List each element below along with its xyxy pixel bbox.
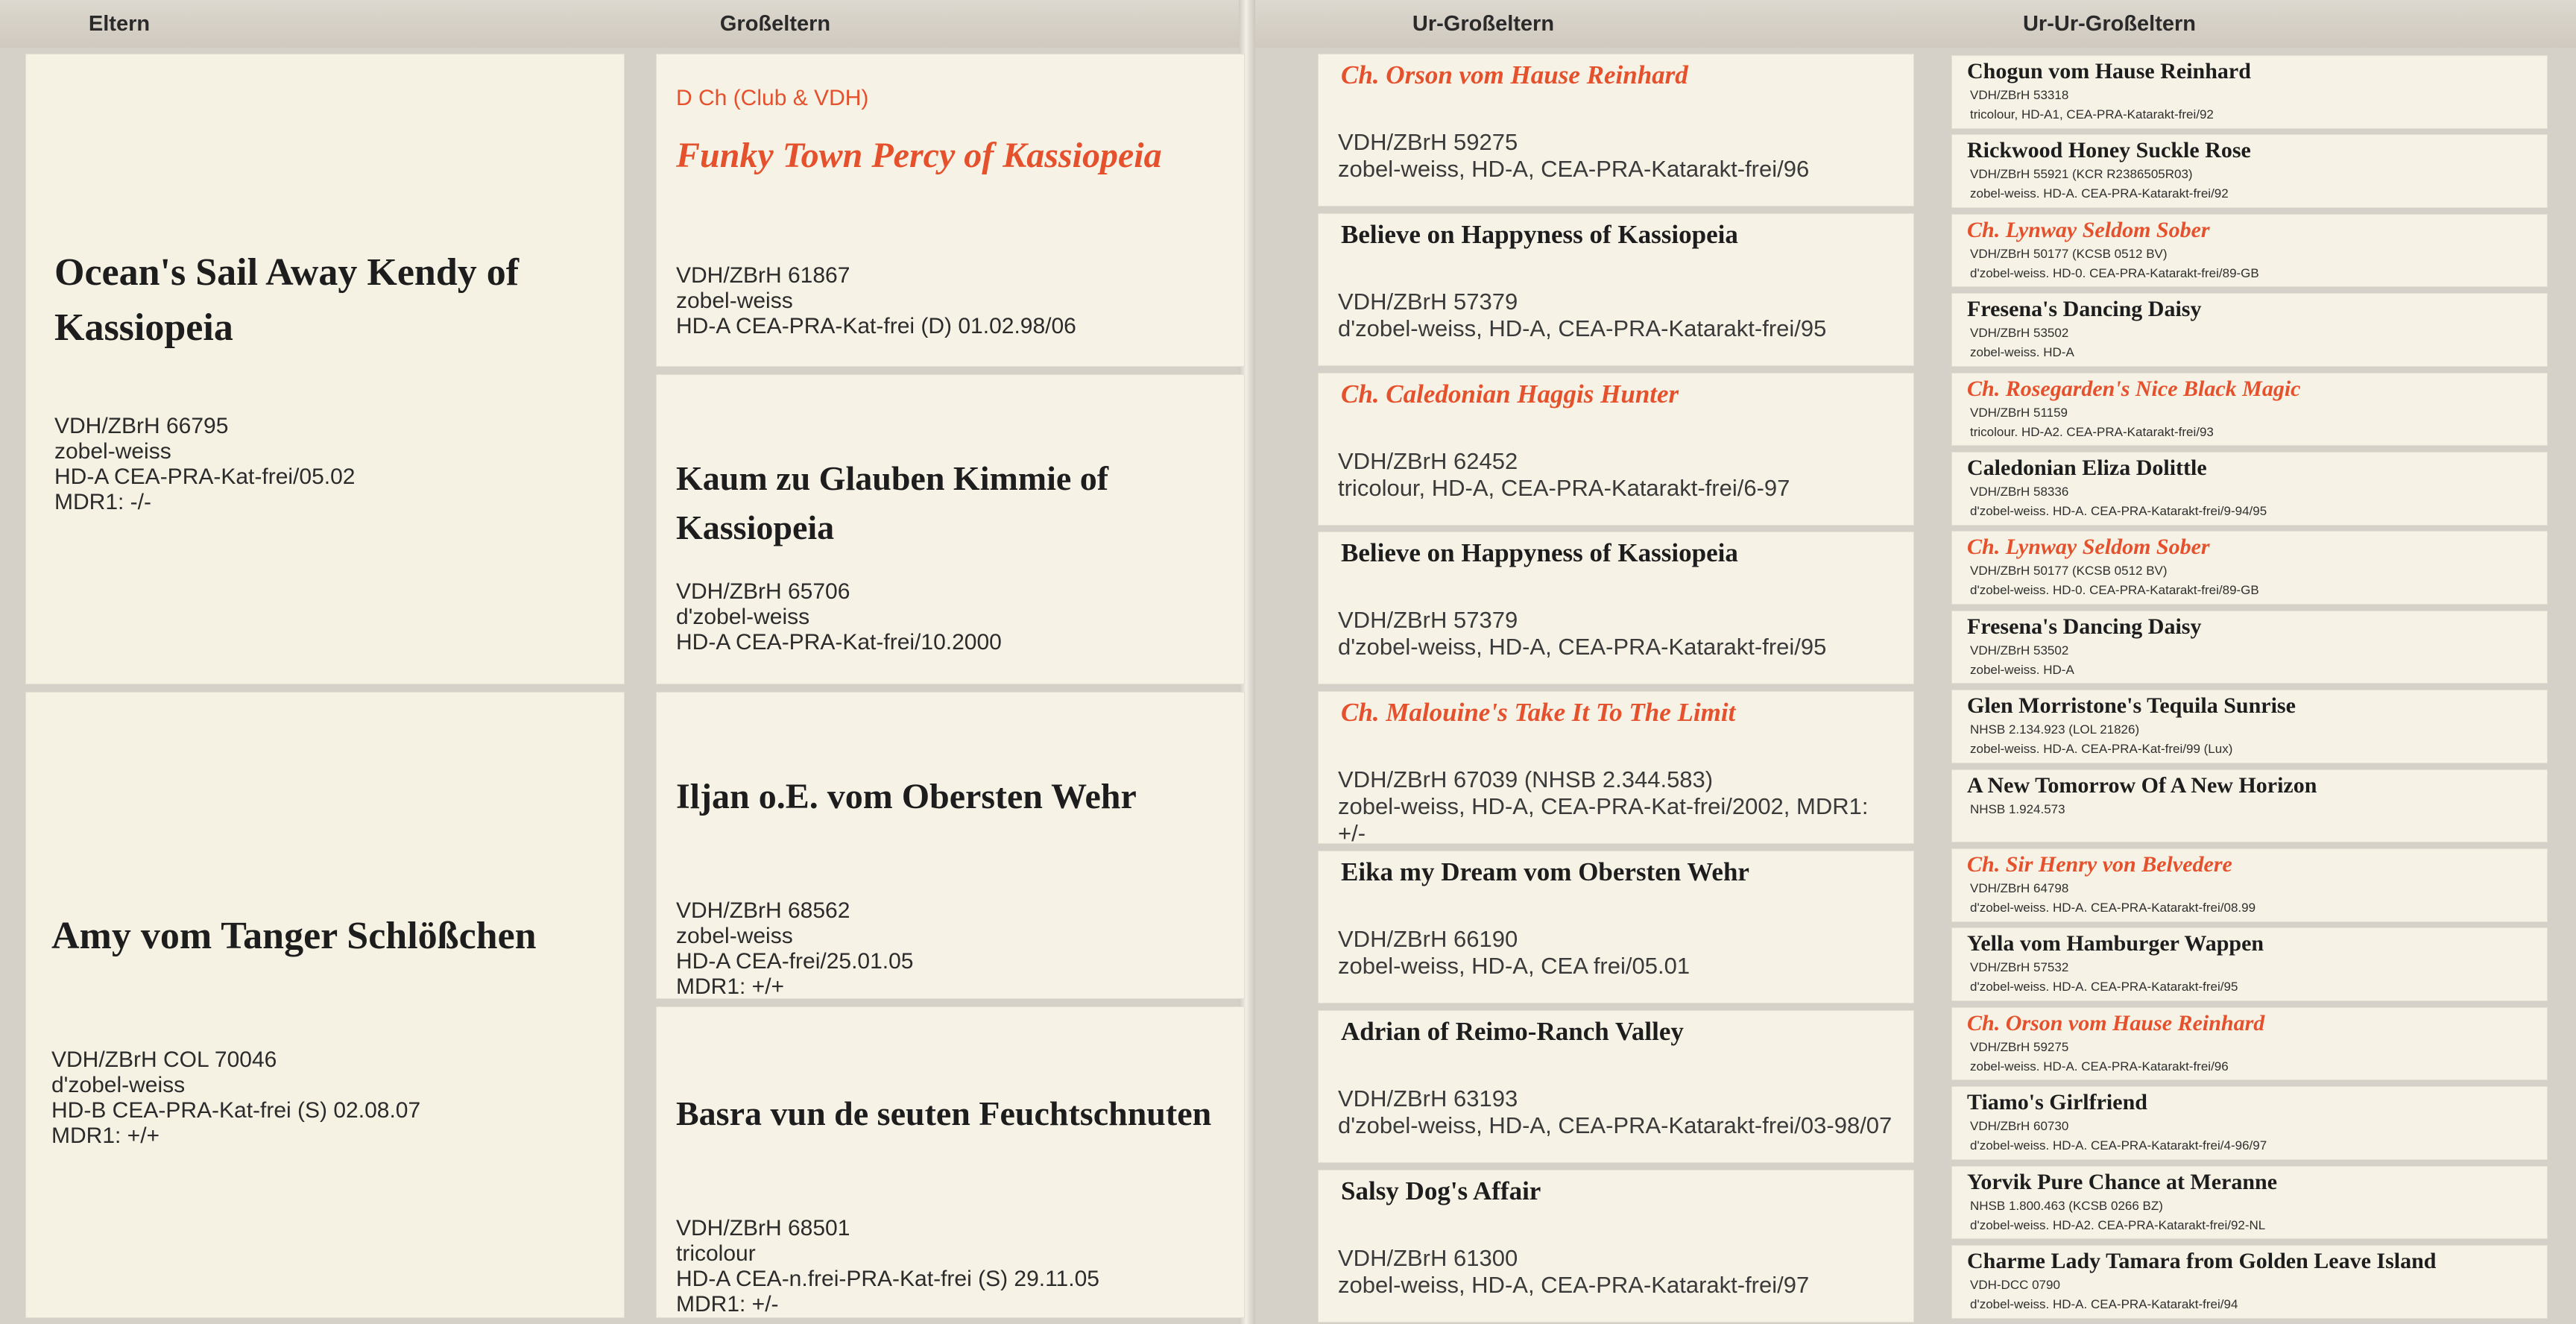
ur-grosseltern-details (1338, 448, 1790, 502)
ur-ur-grosseltern-name: Yorvik Pure Chance at Meranne (1967, 1169, 2278, 1194)
eltern-1-name (54, 245, 621, 356)
ur-ur-grosseltern-detail: d'zobel-weiss. HD-A. CEA-PRA-Katarakt-frei/95 (1970, 980, 2238, 994)
ur-grosseltern-name: Ch. Malouine's Take It To The Limit (1341, 698, 1736, 728)
ur-ur-grosseltern-name: Charme Lady Tamara from Golden Leave Island (1967, 1249, 2437, 1273)
ur-ur-grosseltern-detail: zobel-weiss. HD-A. CEA-PRA-Kat-frei/99 (Lux) (1970, 742, 2233, 757)
ur-ur-grosseltern-card (1951, 531, 2548, 605)
ur-grosseltern-details (1338, 607, 1826, 661)
ur-ur-grosseltern-detail: tricolour, HD-A1, CEA-PRA-Katarakt-frei/92 (1970, 107, 2214, 122)
ur-grosseltern-detail: tricolour, HD-A, CEA-PRA-Katarakt-frei/6-97 (1338, 474, 1790, 501)
ur-ur-grosseltern-name: Ch. Rosegarden's Nice Black Magic (1967, 376, 2301, 401)
ur-ur-grosseltern-card (1951, 927, 2548, 1001)
ur-ur-grosseltern-reg: NHSB 2.134.923 (LOL 21826) (1970, 722, 2140, 737)
ur-ur-grosseltern-name: Chogun vom Hause Reinhard (1967, 59, 2251, 83)
ur-grosseltern-detail: zobel-weiss, HD-A, CEA-PRA-Katarakt-frei/97 (1338, 1271, 1810, 1298)
ur-grosseltern-reg: VDH/ZBrH 67039 (NHSB 2.344.583) (1338, 766, 1714, 793)
ur-grosseltern-detail: zobel-weiss, HD-A, CEA frei/05.01 (1338, 953, 1690, 979)
ur-ur-grosseltern-name: A New Tomorrow Of A New Horizon (1967, 772, 2317, 798)
ur-ur-grosseltern-card (1951, 690, 2548, 763)
ur-ur-grosseltern-detail: zobel-weiss. HD-A (1970, 345, 2074, 360)
grosseltern-2-reg: VDH/ZBrH 65706 (676, 579, 850, 604)
header-grosseltern: Großeltern (719, 12, 831, 36)
ur-ur-grosseltern-detail: d'zobel-weiss. HD-A. CEA-PRA-Katarakt-frei/4-96/97 (1970, 1138, 2267, 1153)
ur-ur-grosseltern-details (1970, 86, 2214, 124)
grosseltern-card-2 (656, 374, 1245, 684)
ur-ur-grosseltern-detail: tricolour. HD-A2. CEA-PRA-Katarakt-frei/93 (1970, 424, 2214, 439)
grosseltern-1-reg: VDH/ZBrH 61867 (676, 263, 850, 288)
ur-grosseltern-name: Believe on Happyness of Kassiopeia (1341, 219, 1738, 249)
ur-ur-grosseltern-name: Ch. Lynway Seldom Sober (1967, 535, 2210, 560)
grosseltern-3-reg: VDH/ZBrH 68562 (676, 898, 850, 923)
ur-grosseltern-name: Ch. Caledonian Haggis Hunter (1341, 379, 1679, 409)
ur-ur-grosseltern-card (1951, 611, 2548, 684)
ur-grosseltern-card (1318, 373, 1914, 526)
ur-ur-grosseltern-card (1951, 1086, 2548, 1160)
grosseltern-2-name-line1: Kaum zu Glauben Kimmie of (676, 459, 1109, 497)
ur-grosseltern-card (1318, 213, 1914, 366)
grosseltern-4-details (676, 1216, 1099, 1317)
grosseltern-2-color: d'zobel-weiss (676, 605, 810, 629)
grosseltern-2-name (676, 454, 1243, 552)
grosseltern-1-name: Funky Town Percy of Kassiopeia (676, 136, 1162, 175)
ur-ur-grosseltern-details (1970, 561, 2259, 600)
grosseltern-1-details (676, 263, 1076, 339)
ur-grosseltern-name: Believe on Happyness of Kassiopeia (1341, 538, 1738, 568)
ur-ur-grosseltern-reg: VDH/ZBrH 53502 (1970, 643, 2069, 658)
ur-grosseltern-detail: d'zobel-weiss, HD-A, CEA-PRA-Katarakt-frei/03-98/07 (1338, 1112, 1892, 1138)
eltern-card-2 (25, 692, 625, 1318)
ur-grosseltern-details (1338, 766, 1868, 847)
ur-grosseltern-card (1318, 54, 1914, 207)
ur-ur-grosseltern-card (1951, 293, 2548, 367)
ur-grosseltern-detail-cont: +/- (1338, 820, 1366, 847)
ur-grosseltern-name: Eika my Dream vom Obersten Wehr (1341, 857, 1749, 886)
grosseltern-2-name-line2: Kassiopeia (676, 508, 835, 546)
ur-ur-grosseltern-reg: VDH/ZBrH 50177 (KCSB 0512 BV) (1970, 246, 2168, 261)
ur-grosseltern-card (1318, 1010, 1914, 1163)
eltern-2-reg: VDH/ZBrH COL 70046 (51, 1047, 277, 1072)
grosseltern-4-reg: VDH/ZBrH 68501 (676, 1216, 850, 1241)
ur-ur-grosseltern-name: Fresena's Dancing Daisy (1967, 614, 2202, 639)
ur-ur-grosseltern-name: Fresena's Dancing Daisy (1967, 297, 2202, 322)
ur-ur-grosseltern-reg: VDH/ZBrH 58336 (1970, 485, 2069, 499)
eltern-2-name: Amy vom Tanger Schlößchen (51, 915, 537, 957)
ur-ur-grosseltern-details (1970, 958, 2238, 997)
eltern-1-name-line1: Ocean's Sail Away Kendy of (54, 251, 520, 294)
ur-ur-grosseltern-card (1951, 55, 2548, 129)
grosseltern-1-color: zobel-weiss (676, 289, 793, 313)
ur-ur-grosseltern-reg: VDH/ZBrH 64798 (1970, 881, 2069, 895)
eltern-1-color: zobel-weiss (54, 439, 171, 464)
grosseltern-4-name: Basra vun de seuten Feuchtschnuten (676, 1094, 1212, 1132)
ur-grosseltern-detail: zobel-weiss, HD-A, CEA-PRA-Katarakt-frei/96 (1338, 156, 1810, 182)
ur-grosseltern-card (1318, 1170, 1914, 1323)
ur-ur-grosseltern-details (1970, 245, 2259, 283)
ur-ur-grosseltern-card (1951, 452, 2548, 526)
ur-ur-grosseltern-details (1970, 403, 2214, 442)
eltern-1-reg: VDH/ZBrH 66795 (54, 414, 229, 438)
grosseltern-card-3 (656, 692, 1245, 999)
grosseltern-card-1 (656, 54, 1245, 367)
ur-ur-grosseltern-reg: VDH/ZBrH 59275 (1970, 1039, 2069, 1054)
ur-ur-grosseltern-detail: d'zobel-weiss. HD-0. CEA-PRA-Katarakt-frei/89-GB (1970, 583, 2259, 598)
ur-ur-grosseltern-details (1970, 641, 2074, 680)
ur-ur-grosseltern-reg: VDH/ZBrH 53318 (1970, 88, 2069, 102)
ur-ur-grosseltern-detail: zobel-weiss. HD-A. CEA-PRA-Katarakt-frei/92 (1970, 186, 2229, 201)
ur-ur-grosseltern-details (1970, 879, 2255, 918)
ur-grosseltern-reg: VDH/ZBrH 62452 (1338, 447, 1518, 474)
ur-ur-grosseltern-details (1970, 165, 2229, 204)
grosseltern-2-health: HD-A CEA-PRA-Kat-frei/10.2000 (676, 630, 1002, 655)
ur-ur-grosseltern-reg: VDH/ZBrH 50177 (KCSB 0512 BV) (1970, 564, 2168, 579)
grosseltern-4-mdr: MDR1: +/- (676, 1292, 779, 1317)
ur-ur-grosseltern-details (1970, 1197, 2265, 1235)
ur-ur-grosseltern-details (1970, 720, 2232, 759)
ur-ur-grosseltern-detail: d'zobel-weiss. HD-A. CEA-PRA-Katarakt-frei/9-94/95 (1970, 504, 2267, 518)
ur-ur-grosseltern-card (1951, 134, 2548, 208)
ur-ur-grosseltern-name: Ch. Sir Henry von Belvedere (1967, 852, 2232, 877)
ur-grosseltern-details (1338, 926, 1690, 980)
ur-ur-grosseltern-details (1970, 1276, 2238, 1314)
ur-ur-grosseltern-reg: VDH/ZBrH 57532 (1970, 960, 2069, 975)
ur-ur-grosseltern-reg: NHSB 1.924.573 (1970, 801, 2065, 816)
ur-grosseltern-card (1318, 532, 1914, 684)
eltern-1-health: HD-A CEA-PRA-Kat-frei/05.02 (54, 464, 356, 489)
grosseltern-1-title: D Ch (Club & VDH) (676, 86, 869, 110)
grosseltern-4-color: tricolour (676, 1241, 756, 1266)
ur-grosseltern-reg: VDH/ZBrH 57379 (1338, 288, 1518, 315)
ur-ur-grosseltern-name: Rickwood Honey Suckle Rose (1967, 138, 2251, 163)
ur-ur-grosseltern-details (1970, 1117, 2267, 1156)
grosseltern-3-color: zobel-weiss (676, 924, 793, 948)
eltern-2-mdr: MDR1: +/+ (51, 1123, 160, 1148)
eltern-1-mdr: MDR1: -/- (54, 490, 151, 514)
header-eltern: Eltern (88, 12, 151, 36)
ur-grosseltern-card (1318, 691, 1914, 847)
ur-grosseltern-name: Ch. Orson vom Hause Reinhard (1341, 60, 1688, 89)
eltern-card-1 (25, 54, 625, 684)
ur-ur-grosseltern-details (1970, 324, 2074, 362)
ur-ur-grosseltern-card (1951, 373, 2548, 447)
ur-grosseltern-details (1338, 289, 1826, 342)
ur-ur-grosseltern-card (1951, 1245, 2548, 1319)
ur-ur-grosseltern-card (1951, 1007, 2548, 1081)
ur-ur-grosseltern-card (1951, 214, 2548, 288)
ur-grosseltern-details (1338, 1085, 1892, 1139)
grosseltern-3-health: HD-A CEA-frei/25.01.05 (676, 949, 914, 974)
grosseltern-3-mdr: MDR1: +/+ (676, 974, 785, 999)
ur-ur-grosseltern-name: Tiamo's Girlfriend (1967, 1090, 2147, 1115)
ur-ur-grosseltern-detail: d'zobel-weiss. HD-A. CEA-PRA-Katarakt-frei/94 (1970, 1297, 2238, 1311)
ur-ur-grosseltern-details (1970, 1038, 2229, 1076)
ur-ur-grosseltern-details (1970, 482, 2267, 521)
ur-ur-grosseltern-detail: zobel-weiss. HD-A (1970, 662, 2074, 677)
grosseltern-3-details (676, 898, 913, 1000)
ur-ur-grosseltern-name: Ch. Lynway Seldom Sober (1967, 217, 2210, 242)
ur-ur-grosseltern-reg: VDH-DCC 0790 (1970, 1278, 2060, 1292)
grosseltern-1-health: HD-A CEA-PRA-Kat-frei (D) 01.02.98/06 (676, 314, 1076, 338)
ur-ur-grosseltern-name: Caledonian Eliza Dolittle (1967, 455, 2207, 480)
ur-ur-grosseltern-card (1951, 848, 2548, 922)
ur-ur-grosseltern-card (1951, 1166, 2548, 1240)
ur-ur-grosseltern-detail: d'zobel-weiss. HD-A2. CEA-PRA-Katarakt-frei/92-NL (1970, 1217, 2266, 1232)
eltern-1-details (54, 414, 355, 515)
eltern-2-health: HD-B CEA-PRA-Kat-frei (S) 02.08.07 (51, 1098, 421, 1123)
ur-ur-grosseltern-name: Yella vom Hamburger Wappen (1967, 931, 2264, 956)
ur-ur-grosseltern-detail: zobel-weiss. HD-A. CEA-PRA-Katarakt-frei/96 (1970, 1059, 2229, 1074)
ur-grosseltern-detail: d'zobel-weiss, HD-A, CEA-PRA-Katarakt-frei/95 (1338, 634, 1827, 661)
ur-ur-grosseltern-details (1970, 800, 2065, 819)
grosseltern-2-details (676, 579, 1002, 655)
ur-grosseltern-detail: zobel-weiss, HD-A, CEA-PRA-Kat-frei/2002, MDR1: (1338, 793, 1869, 820)
ur-ur-grosseltern-detail: d'zobel-weiss. HD-A. CEA-PRA-Katarakt-frei/08.99 (1970, 901, 2256, 915)
ur-grosseltern-card (1318, 851, 1914, 1003)
ur-ur-grosseltern-reg: NHSB 1.800.463 (KCSB 0266 BZ) (1970, 1198, 2163, 1213)
ur-ur-grosseltern-reg: VDH/ZBrH 55921 (KCR R2386505R03) (1970, 167, 2193, 182)
ur-ur-grosseltern-detail: d'zobel-weiss. HD-0. CEA-PRA-Katarakt-frei/89-GB (1970, 265, 2259, 280)
ur-grosseltern-reg: VDH/ZBrH 57379 (1338, 607, 1518, 634)
grosseltern-3-name: Iljan o.E. vom Obersten Wehr (676, 777, 1137, 816)
header-ur-grosseltern: Ur-Großeltern (1412, 12, 1555, 36)
ur-grosseltern-reg: VDH/ZBrH 61300 (1338, 1244, 1518, 1271)
ur-grosseltern-detail: d'zobel-weiss, HD-A, CEA-PRA-Katarakt-frei/95 (1338, 315, 1827, 341)
ur-grosseltern-reg: VDH/ZBrH 63193 (1338, 1085, 1518, 1112)
ur-ur-grosseltern-name: Glen Morristone's Tequila Sunrise (1967, 693, 2296, 719)
ur-ur-grosseltern-reg: VDH/ZBrH 53502 (1970, 326, 2069, 341)
eltern-2-details (51, 1047, 420, 1149)
ur-grosseltern-reg: VDH/ZBrH 66190 (1338, 926, 1518, 952)
ur-grosseltern-details (1338, 1245, 1809, 1299)
eltern-2-color: d'zobel-weiss (51, 1073, 186, 1097)
ur-ur-grosseltern-name: Ch. Orson vom Hause Reinhard (1967, 1010, 2265, 1035)
grosseltern-4-health: HD-A CEA-n.frei-PRA-Kat-frei (S) 29.11.05 (676, 1267, 1099, 1291)
ur-ur-grosseltern-reg: VDH/ZBrH 60730 (1970, 1119, 2069, 1134)
ur-ur-grosseltern-reg: VDH/ZBrH 51159 (1970, 405, 2068, 420)
ur-grosseltern-details (1338, 129, 1809, 183)
ur-ur-grosseltern-card (1951, 769, 2548, 843)
grosseltern-card-4 (656, 1006, 1245, 1318)
ur-grosseltern-name: Salsy Dog's Affair (1341, 1176, 1541, 1205)
ur-grosseltern-reg: VDH/ZBrH 59275 (1338, 129, 1518, 155)
ur-grosseltern-name: Adrian of Reimo-Ranch Valley (1341, 1016, 1684, 1046)
eltern-1-name-line2: Kassiopeia (54, 306, 233, 349)
header-ur-ur-grosseltern: Ur-Ur-Großeltern (2022, 12, 2196, 36)
